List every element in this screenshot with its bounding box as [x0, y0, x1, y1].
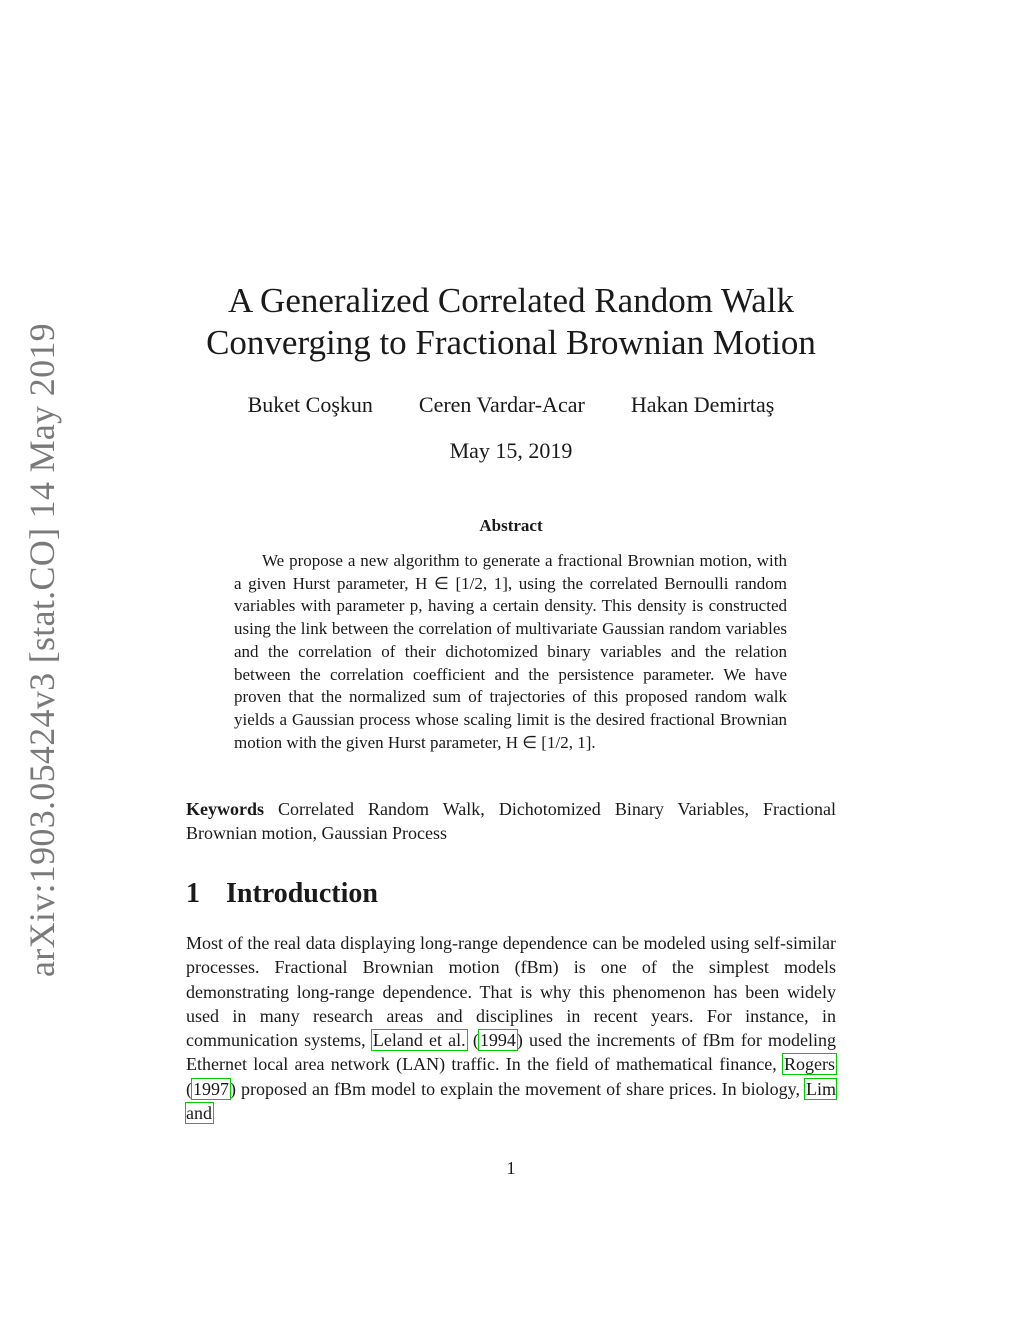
section-number: 1	[186, 878, 200, 909]
author-1: Buket Coşkun	[247, 392, 373, 417]
citation-close-paren-2: )	[230, 1078, 236, 1099]
citation-link-rogers[interactable]: Rogers	[784, 1054, 835, 1075]
title-line-2: Converging to Fractional Brownian Motion	[206, 323, 816, 362]
section-title: Introduction	[226, 878, 378, 909]
keywords	[186, 797, 836, 845]
abstract-heading: Abstract	[479, 516, 543, 535]
citation-link-leland[interactable]: Leland et al.	[372, 1030, 466, 1051]
author-3: Hakan Demirtaş	[630, 392, 775, 417]
intro-text-1: Most of the real data displaying long-range dependence can be modeled using self-similar processes. Fractional Brownian motion (fBm) is one of the simplest models demonstrating long-range dependence. That is why this phenomenon has been widely used in many research areas and disciplines in recent years. For instance, in communication systems,	[186, 933, 836, 1051]
paper-date: May 15, 2019	[449, 438, 573, 463]
citation-link-1997[interactable]: 1997	[193, 1078, 229, 1099]
abstract-text: We propose a new algorithm to generate a fractional Brownian motion, with a given Hurst parameter, H ∈ [1/2, 1], using the correlated Bernoulli random variables with parameter p, having a certain density. This density is constructed using the link between the correlation of multivariate Gaussian random variables and the correlation of their dichotomized binary variables and the relation between the correlation coefficient and the persistence parameter. We have proven that the normalized sum of trajectories of this proposed random walk yields a Gaussian process whose scaling limit is the desired fractional Brownian motion with the given Hurst parameter, H ∈ [1/2, 1].	[234, 551, 787, 752]
arxiv-identifier	[20, 323, 64, 977]
intro-text-2: used the increments of fBm for modeling Ethernet local area network (LAN) traffic. In the field of mathematical finance,	[186, 1030, 836, 1075]
citation-open-paren-1: (	[466, 1030, 479, 1051]
citation-link-lim[interactable]: Lim and	[186, 1078, 836, 1124]
section-heading	[186, 878, 836, 910]
citation-open-paren-2: (	[186, 1078, 192, 1099]
keywords-label: Keywords	[186, 799, 264, 819]
paper-title	[186, 280, 836, 364]
author-2: Ceren Vardar-Acar	[418, 392, 585, 417]
intro-text-3: proposed an fBm model to explain the movement of share prices. In biology,	[236, 1078, 805, 1099]
keywords-text: Correlated Random Walk, Dichotomized Binary Variables, Fractional Brownian motion, Gaussian Process	[186, 799, 837, 843]
citation-link-1994[interactable]: 1994	[479, 1030, 516, 1051]
page-number: 1	[506, 1158, 516, 1178]
intro-paragraph	[186, 931, 836, 1125]
arxiv-identifier-text: arXiv:1903.05424v3 [stat.CO] 14 May 2019	[22, 323, 62, 977]
author-list	[186, 392, 836, 418]
title-line-1: A Generalized Correlated Random Walk	[227, 281, 795, 320]
citation-close-paren-1: )	[516, 1030, 523, 1051]
